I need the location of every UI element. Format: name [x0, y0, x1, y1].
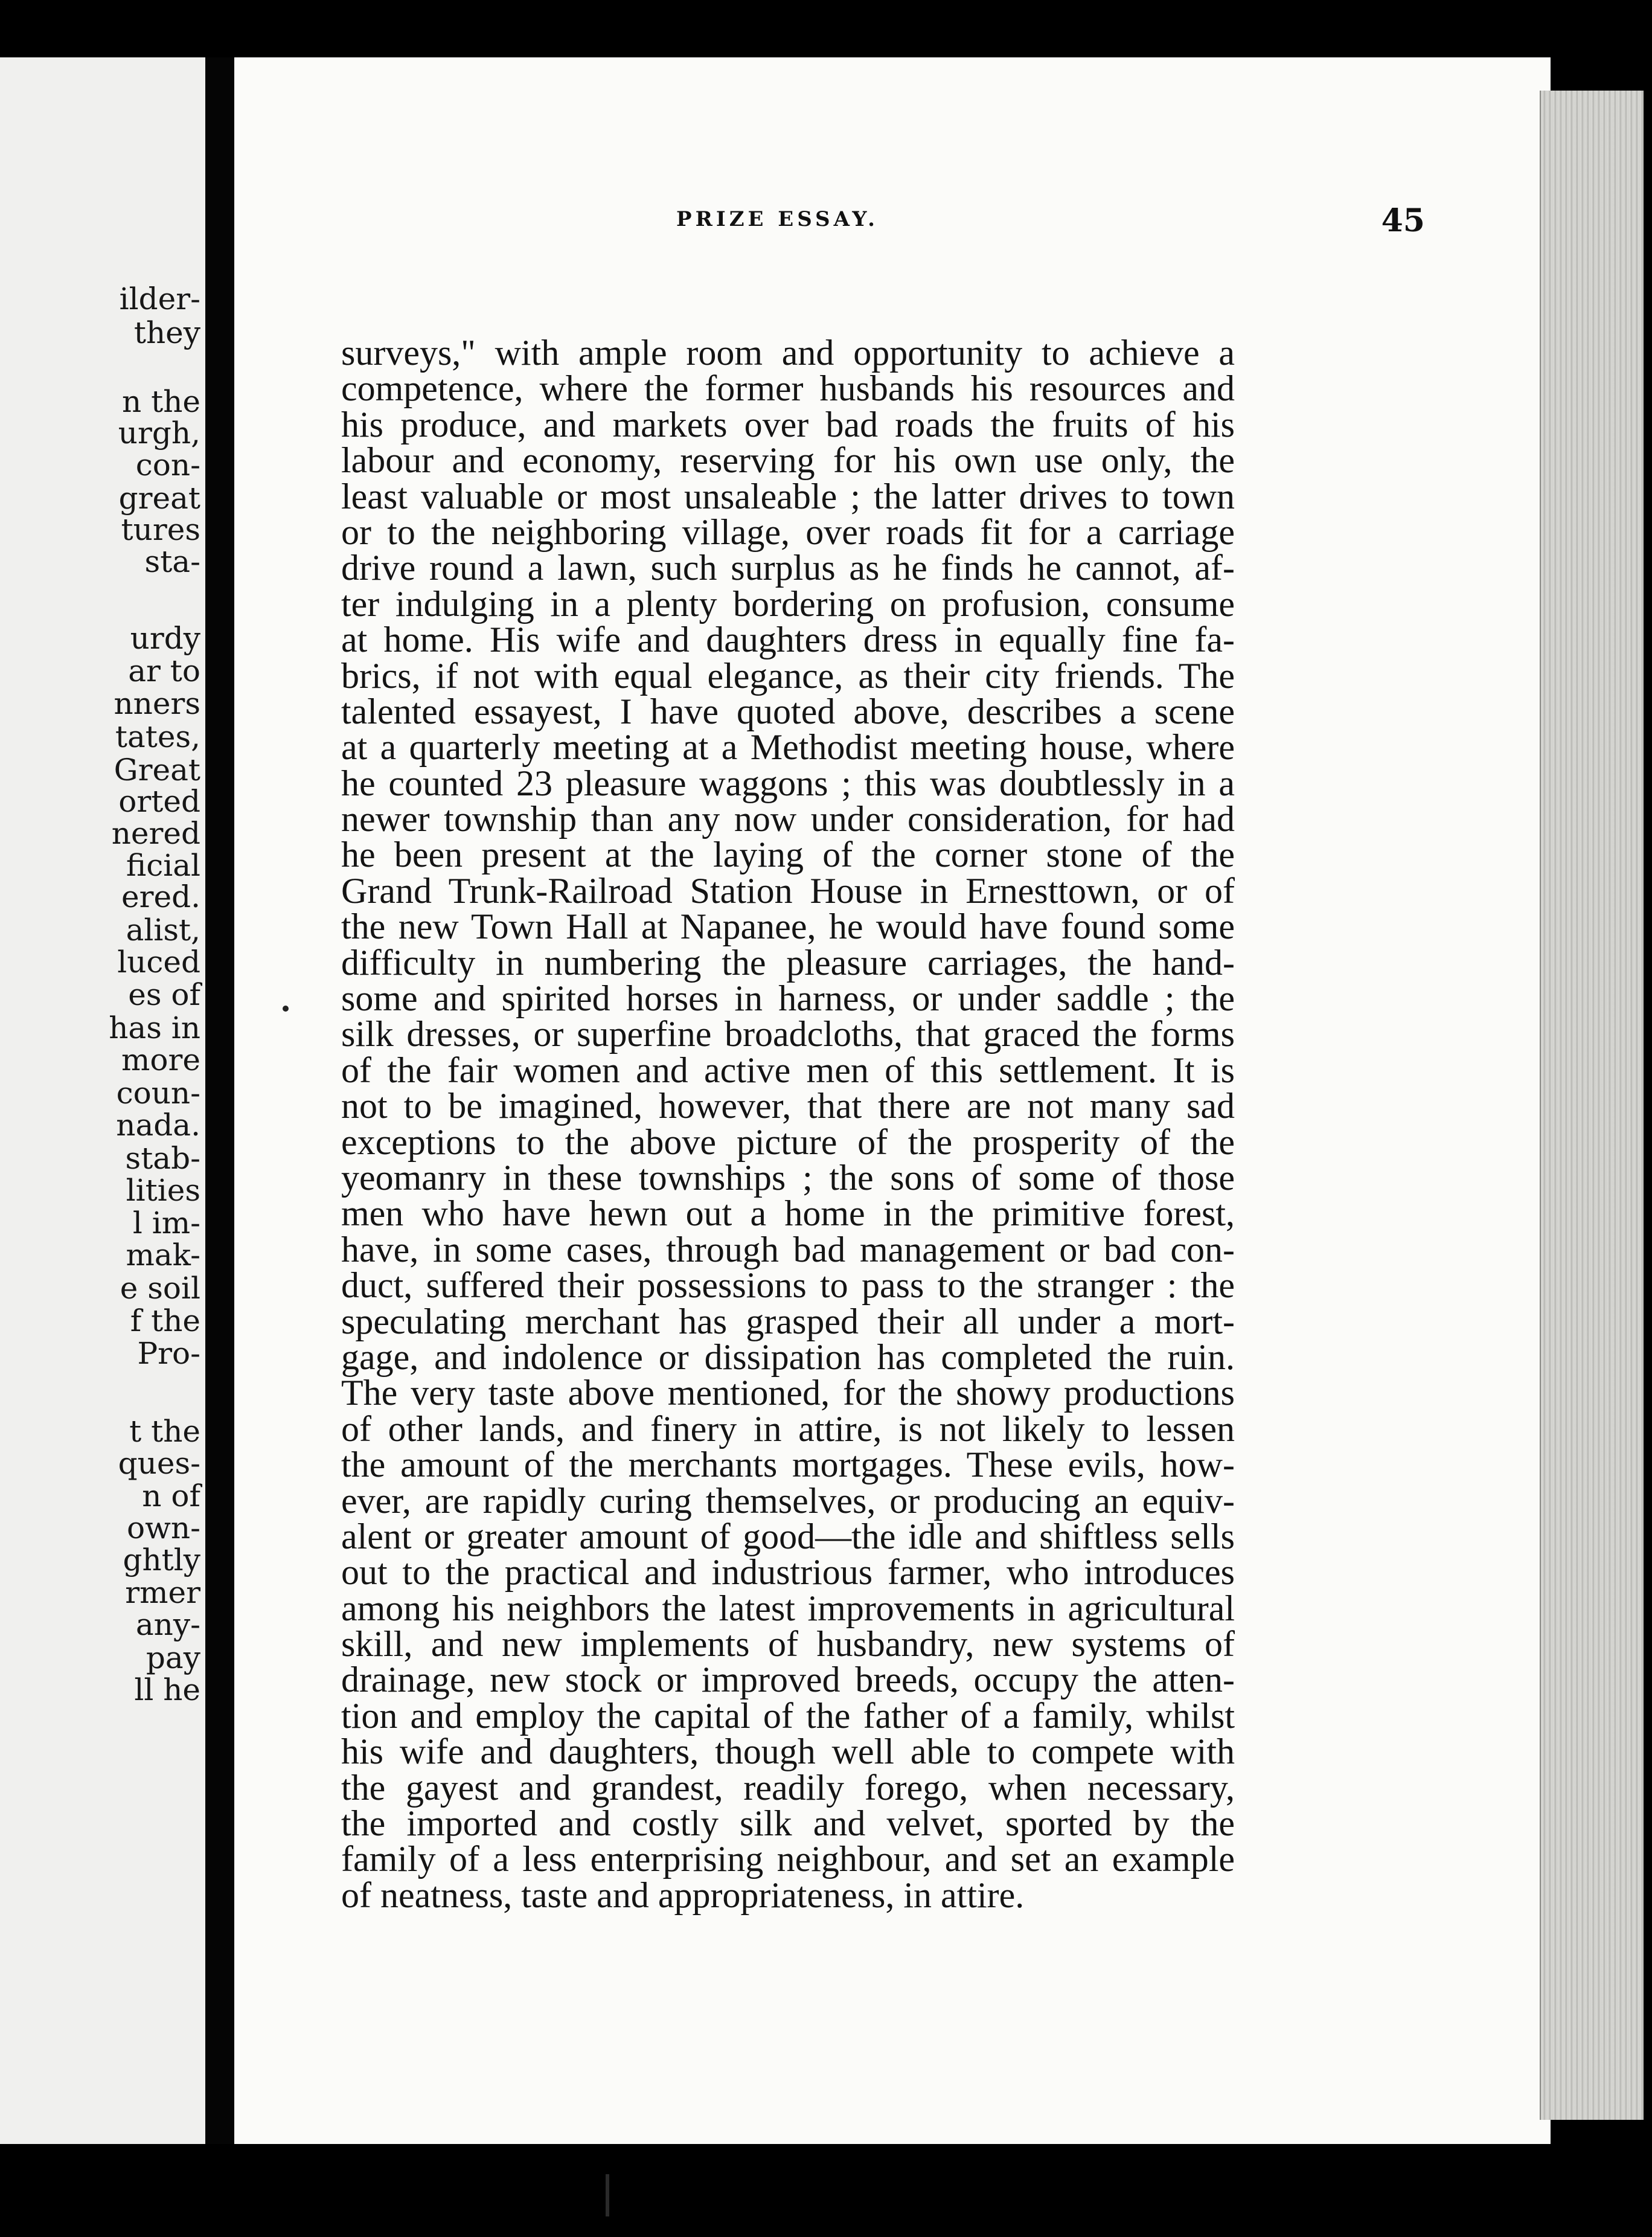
text-line: difficulty in numbering the pleasure carriages, the hand- — [341, 942, 1235, 983]
previous-page-fragment — [0, 57, 205, 2144]
previous-page-line: has in — [109, 1010, 200, 1045]
previous-page-line: orted — [118, 784, 200, 819]
text-line: he counted 23 pleasure waggons ; this was doubtlessly in a — [341, 763, 1235, 803]
text-line: drive round a lawn, such surplus as he finds he cannot, af- — [341, 548, 1235, 588]
text-line: brics, if not with equal elegance, as their city friends. The — [341, 655, 1235, 696]
text-line: skill, and new implements of husbandry, new systems of — [341, 1624, 1235, 1664]
previous-page-line: lities — [126, 1173, 200, 1208]
text-line: the amount of the merchants mortgages. These evils, how- — [341, 1445, 1235, 1485]
previous-page-line: tures — [121, 512, 200, 547]
text-line: ever, are rapidly curing themselves, or producing an equiv- — [341, 1480, 1235, 1521]
previous-page-line: Pro- — [137, 1336, 200, 1371]
text-line: of other lands, and finery in attire, is not likely to lessen — [341, 1408, 1235, 1449]
previous-page-line: own- — [127, 1510, 200, 1545]
text-line: Grand Trunk-Railroad Station House in Ernesttown, or of — [341, 870, 1235, 911]
text-line: of neatness, taste and appropriateness, in attire. — [341, 1875, 1025, 1915]
previous-page-line: es of — [128, 977, 200, 1012]
text-line: drainage, new stock or improved breeds, occupy the atten- — [341, 1660, 1235, 1700]
text-line: newer township than any now under consideration, for had — [341, 799, 1235, 839]
previous-page-line: pay — [146, 1640, 200, 1675]
essay-body — [341, 335, 1235, 1913]
previous-page-line: stab- — [125, 1141, 200, 1176]
text-line: family of a less enterprising neighbour, and set an example — [341, 1839, 1235, 1879]
previous-page-line: ilder- — [119, 281, 200, 316]
text-line: surveys," with ample room and opportunity to achieve a — [341, 333, 1235, 373]
previous-page-line: t the — [129, 1414, 200, 1449]
previous-page-line: great — [118, 481, 200, 516]
previous-page-line: urgh, — [118, 416, 200, 451]
previous-page-line: ghtly — [123, 1542, 200, 1577]
previous-page-line: n the — [122, 384, 200, 419]
text-line: ter indulging in a plenty bordering on profusion, consume — [341, 583, 1235, 624]
previous-page-line: ficial — [126, 848, 200, 883]
text-line: alent or greater amount of good—the idle and shiftless sells — [341, 1516, 1235, 1556]
text-line: have, in some cases, through bad management or bad con- — [341, 1229, 1235, 1269]
page-header — [435, 202, 1461, 255]
page-edges — [1540, 91, 1644, 2120]
previous-page-line: tates, — [115, 719, 200, 754]
text-line: his wife and daughters, though well able to compete with — [341, 1732, 1235, 1772]
previous-page-line: ar to — [128, 653, 200, 688]
text-line: yeomanry in these townships ; the sons of some of those — [341, 1157, 1235, 1198]
previous-page-line: mak- — [126, 1237, 200, 1273]
previous-page-line: Great — [114, 753, 200, 788]
text-line: he been present at the laying of the corner stone of the — [341, 835, 1235, 875]
previous-page-line: more — [121, 1042, 200, 1077]
text-line: of the fair women and active men of this settlement. It is — [341, 1050, 1235, 1090]
text-line: men who have hewn out a home in the primitive forest, — [341, 1193, 1235, 1234]
text-line: some and spirited horses in harness, or under saddle ; the — [341, 978, 1235, 1019]
text-line: at home. His wife and daughters dress in equally fine fa- — [341, 620, 1235, 660]
previous-page-line: l im- — [132, 1205, 200, 1240]
ink-speck — [283, 1006, 289, 1012]
text-line: The very taste above mentioned, for the showy productions — [341, 1373, 1235, 1413]
text-line: duct, suffered their possessions to pass to the stranger : the — [341, 1265, 1235, 1306]
page-number: 45 — [1381, 202, 1425, 239]
text-line: the gayest and grandest, readily forego, when necessary, — [341, 1767, 1235, 1808]
previous-page-line: nered — [111, 816, 200, 851]
text-line: the imported and costly silk and velvet, sported by the — [341, 1803, 1235, 1844]
text-line: or to the neighboring village, over roads fit for a carriage — [341, 512, 1235, 552]
text-line: exceptions to the above picture of the prosperity of the — [341, 1122, 1235, 1162]
previous-page-line: any- — [135, 1607, 200, 1642]
text-line: his produce, and markets over bad roads the fruits of his — [341, 404, 1235, 445]
previous-page-line: alist, — [126, 913, 200, 948]
text-line: out to the practical and industrious farmer, who introduces — [341, 1552, 1235, 1593]
previous-page-line: they — [133, 315, 200, 350]
previous-page-line: f the — [130, 1303, 200, 1338]
previous-page-line: nada. — [116, 1108, 200, 1143]
previous-page-line: coun- — [116, 1076, 200, 1111]
scan-artifact — [606, 2174, 609, 2216]
text-line: competence, where the former husbands his resources and — [341, 368, 1235, 409]
previous-page-line: urdy — [130, 621, 200, 656]
text-line: silk dresses, or superfine broadcloths, that graced the forms — [341, 1014, 1235, 1054]
previous-page-line: con- — [135, 448, 200, 483]
previous-page-line: sta- — [144, 544, 200, 579]
text-line: talented essayest, I have quoted above, describes a scene — [341, 691, 1235, 731]
previous-page-line: ered. — [121, 879, 200, 914]
previous-page-line: e soil — [120, 1271, 200, 1306]
text-line: tion and employ the capital of the father of a family, whilst — [341, 1695, 1235, 1736]
text-line: the new Town Hall at Napanee, he would have found some — [341, 907, 1235, 947]
book-gutter — [205, 57, 234, 2144]
previous-page-line: n of — [142, 1478, 200, 1513]
text-line: among his neighbors the latest improvements in agricultural — [341, 1588, 1235, 1628]
text-line: not to be imagined, however, that there are not many sad — [341, 1086, 1235, 1126]
text-line: labour and economy, reserving for his own use only, the — [341, 440, 1235, 481]
text-line: gage, and indolence or dissipation has completed the ruin. — [341, 1337, 1235, 1377]
text-line: least valuable or most unsaleable ; the latter drives to town — [341, 476, 1235, 516]
running-head: PRIZE ESSAY. — [676, 207, 879, 231]
previous-page-line: ques- — [118, 1446, 200, 1481]
previous-page-line: nners — [114, 686, 200, 721]
previous-page-line: ll he — [134, 1672, 200, 1707]
text-line: speculating merchant has grasped their all under a mort- — [341, 1301, 1235, 1341]
text-line: at a quarterly meeting at a Methodist meeting house, where — [341, 727, 1235, 768]
previous-page-line: luced — [117, 945, 200, 980]
previous-page-line: rmer — [125, 1575, 200, 1610]
